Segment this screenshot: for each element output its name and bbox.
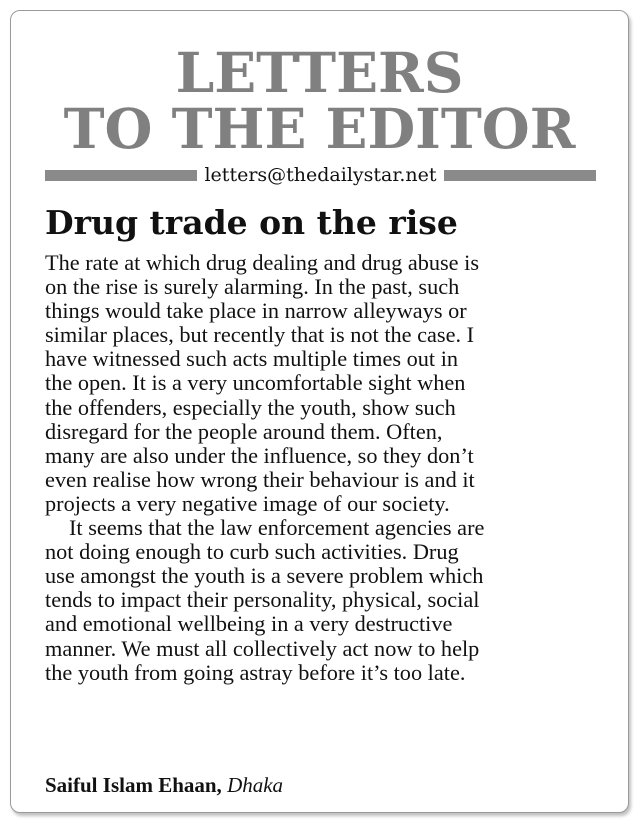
text-line: It seems that the law enforcement agencies are <box>69 515 485 541</box>
letter-card <box>10 10 629 813</box>
text-line: and emotional wellbeing in a very destructive <box>45 611 453 637</box>
text-line: even realise how wrong their behaviour is and it <box>45 466 475 492</box>
text-line: the offenders, especially the youth, show such <box>45 394 456 420</box>
author-name: Saiful Islam Ehaan, <box>45 773 222 797</box>
text-line: use amongst the youth is a severe problem which <box>45 563 484 589</box>
text-line: not doing enough to curb such activities. Drug <box>45 539 459 565</box>
paragraph-2 <box>45 516 601 685</box>
signature <box>45 773 283 798</box>
text-line: projects a very negative image of our society. <box>45 490 450 516</box>
text-line: the open. It is a very uncomfortable sight when <box>45 370 466 396</box>
text-line: tends to impact their personality, physical, social <box>45 587 480 613</box>
left-divider-bar <box>45 170 197 181</box>
text-line: the youth from going astray before it’s too late. <box>45 659 466 685</box>
text-line: The rate at which drug dealing and drug abuse is <box>45 250 480 275</box>
email-row <box>45 163 596 187</box>
text-line: on the rise is surely alarming. In the past, such <box>45 274 460 300</box>
author-location: Dhaka <box>227 773 284 797</box>
masthead <box>11 40 628 161</box>
text-line: manner. We must all collectively act now to help <box>45 635 480 661</box>
text-line: disregard for the people around them. Often, <box>45 418 443 444</box>
masthead-line-1: LETTERS <box>175 40 464 105</box>
text-line: have witnessed such acts multiple times out in <box>45 346 459 372</box>
text-line: things would take place in narrow alleyways or <box>45 298 467 324</box>
text-line: many are also under the influence, so they don’t <box>45 442 474 468</box>
masthead-line-2: TO THE EDITOR <box>63 96 576 161</box>
editor-email: letters@thedailystar.net <box>204 164 437 186</box>
paragraph-1 <box>45 251 601 516</box>
letter-body <box>45 251 601 685</box>
letter-headline: Drug trade on the rise <box>45 203 458 242</box>
text-line: similar places, but recently that is not the case. I <box>45 322 475 348</box>
right-divider-bar <box>444 170 596 181</box>
